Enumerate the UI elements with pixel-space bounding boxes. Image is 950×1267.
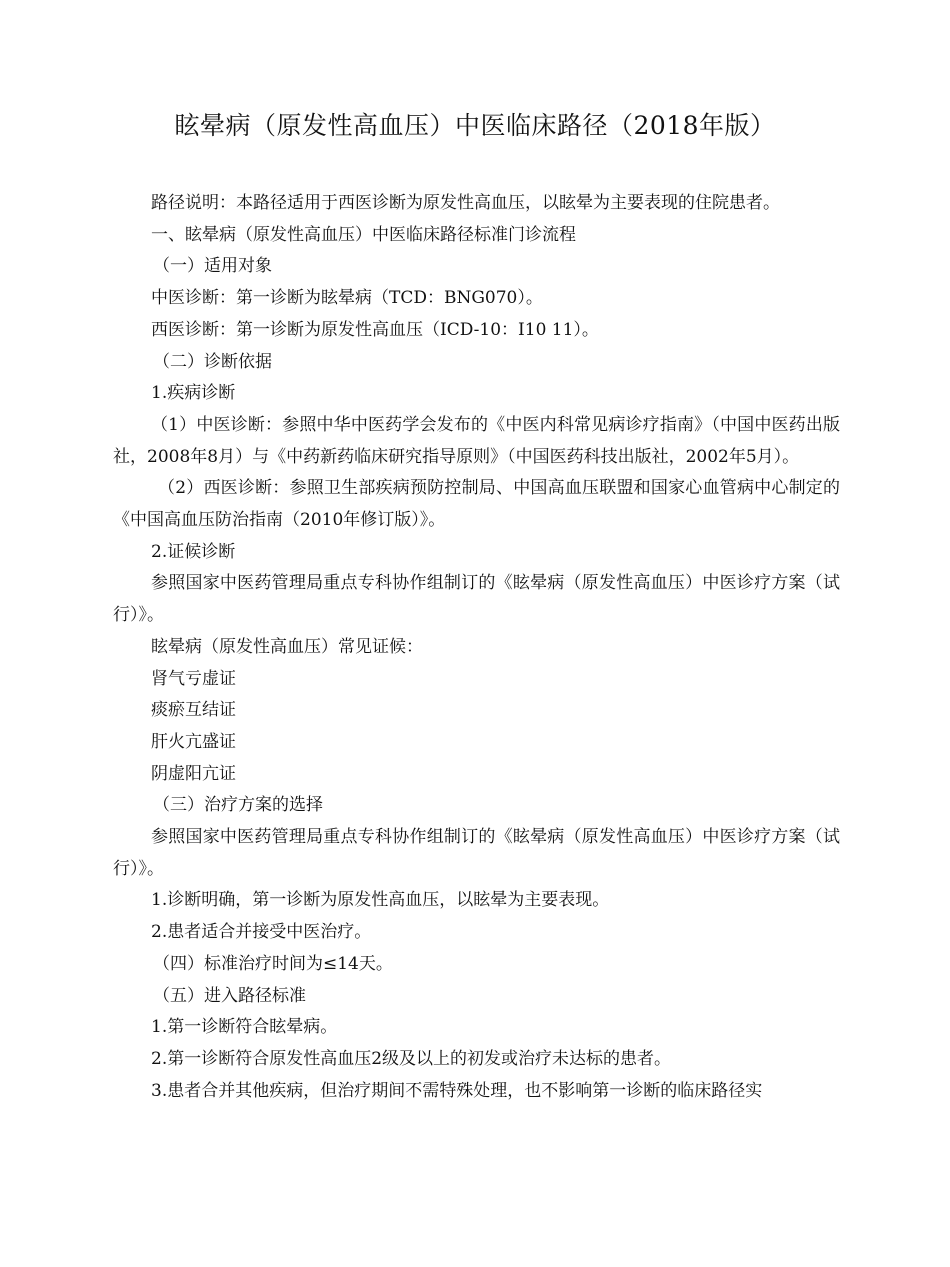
section-heading-1: 一、眩晕病（原发性高血压）中医临床路径标准门诊流程 — [151, 224, 576, 245]
treatment-item-1: 1.诊断明确，第一诊断为原发性高血压，以眩晕为主要表现。 — [151, 890, 610, 911]
path-description: 路径说明：本路径适用于西医诊断为原发性高血压，以眩晕为主要表现的住院患者。 — [151, 193, 780, 213]
subsection-diagnosis-basis: （二）诊断依据 — [153, 351, 272, 372]
tcm-diagnosis-line: 中医诊断：第一诊断为眩晕病（TCD：BNG070）。 — [151, 288, 543, 309]
entry-criteria-item-3: 3.患者合并其他疾病，但治疗期间不需特殊处理，也不影响第一诊断的临床路径实 — [151, 1080, 763, 1101]
common-syndromes-heading: 眩晕病（原发性高血压）常见证候： — [151, 636, 423, 657]
syndrome-item: 肝火亢盛证 — [151, 731, 236, 752]
entry-criteria-item-1: 1.第一诊断符合眩晕病。 — [151, 1017, 338, 1038]
subsection-standard-time: （四）标准治疗时间为≤14天。 — [153, 953, 393, 974]
syndrome-diagnosis-heading: 2.证候诊断 — [151, 541, 236, 562]
syndrome-item: 阴虚阳亢证 — [151, 763, 236, 784]
syndrome-item: 肾气亏虚证 — [151, 668, 236, 689]
subsection-applicable-objects: （一）适用对象 — [153, 256, 272, 277]
western-diagnosis-paragraph: （2）西医诊断：参照卫生部疾病预防控制局、中国高血压联盟和国家心血管病中心制定的《中国高血压防治指南（2010年修订版）》。 — [113, 478, 840, 531]
document-title: 眩晕病（原发性高血压）中医临床路径（2018年版） — [174, 111, 776, 140]
treatment-reference-paragraph: 参照国家中医药管理局重点专科协作组制订的《眩晕病（原发性高血压）中医诊疗方案（试行）》。 — [113, 827, 840, 879]
subsection-treatment-plan: （三）治疗方案的选择 — [153, 795, 323, 816]
syndrome-item: 痰瘀互结证 — [151, 700, 236, 721]
treatment-item-2: 2.患者适合并接受中医治疗。 — [151, 922, 372, 943]
entry-criteria-item-2: 2.第一诊断符合原发性高血压2级及以上的初发或治疗未达标的患者。 — [151, 1048, 672, 1069]
western-diagnosis-line: 西医诊断：第一诊断为原发性高血压（ICD-10：I10 11）。 — [151, 319, 599, 340]
tcm-diagnosis-paragraph: （1）中医诊断：参照中华中医药学会发布的《中医内科常见病诊疗指南》（中国中医药出版社，2008年8月）与《中药新药临床研究指导原则》（中国医药科技出版社，2002年5月）。 — [113, 414, 840, 467]
syndrome-reference-paragraph: 参照国家中医药管理局重点专科协作组制订的《眩晕病（原发性高血压）中医诊疗方案（试行）》。 — [113, 573, 840, 626]
document-body — [113, 188, 840, 1107]
disease-diagnosis-heading: 1.疾病诊断 — [151, 383, 236, 404]
subsection-entry-criteria: （五）进入路径标准 — [153, 985, 306, 1006]
